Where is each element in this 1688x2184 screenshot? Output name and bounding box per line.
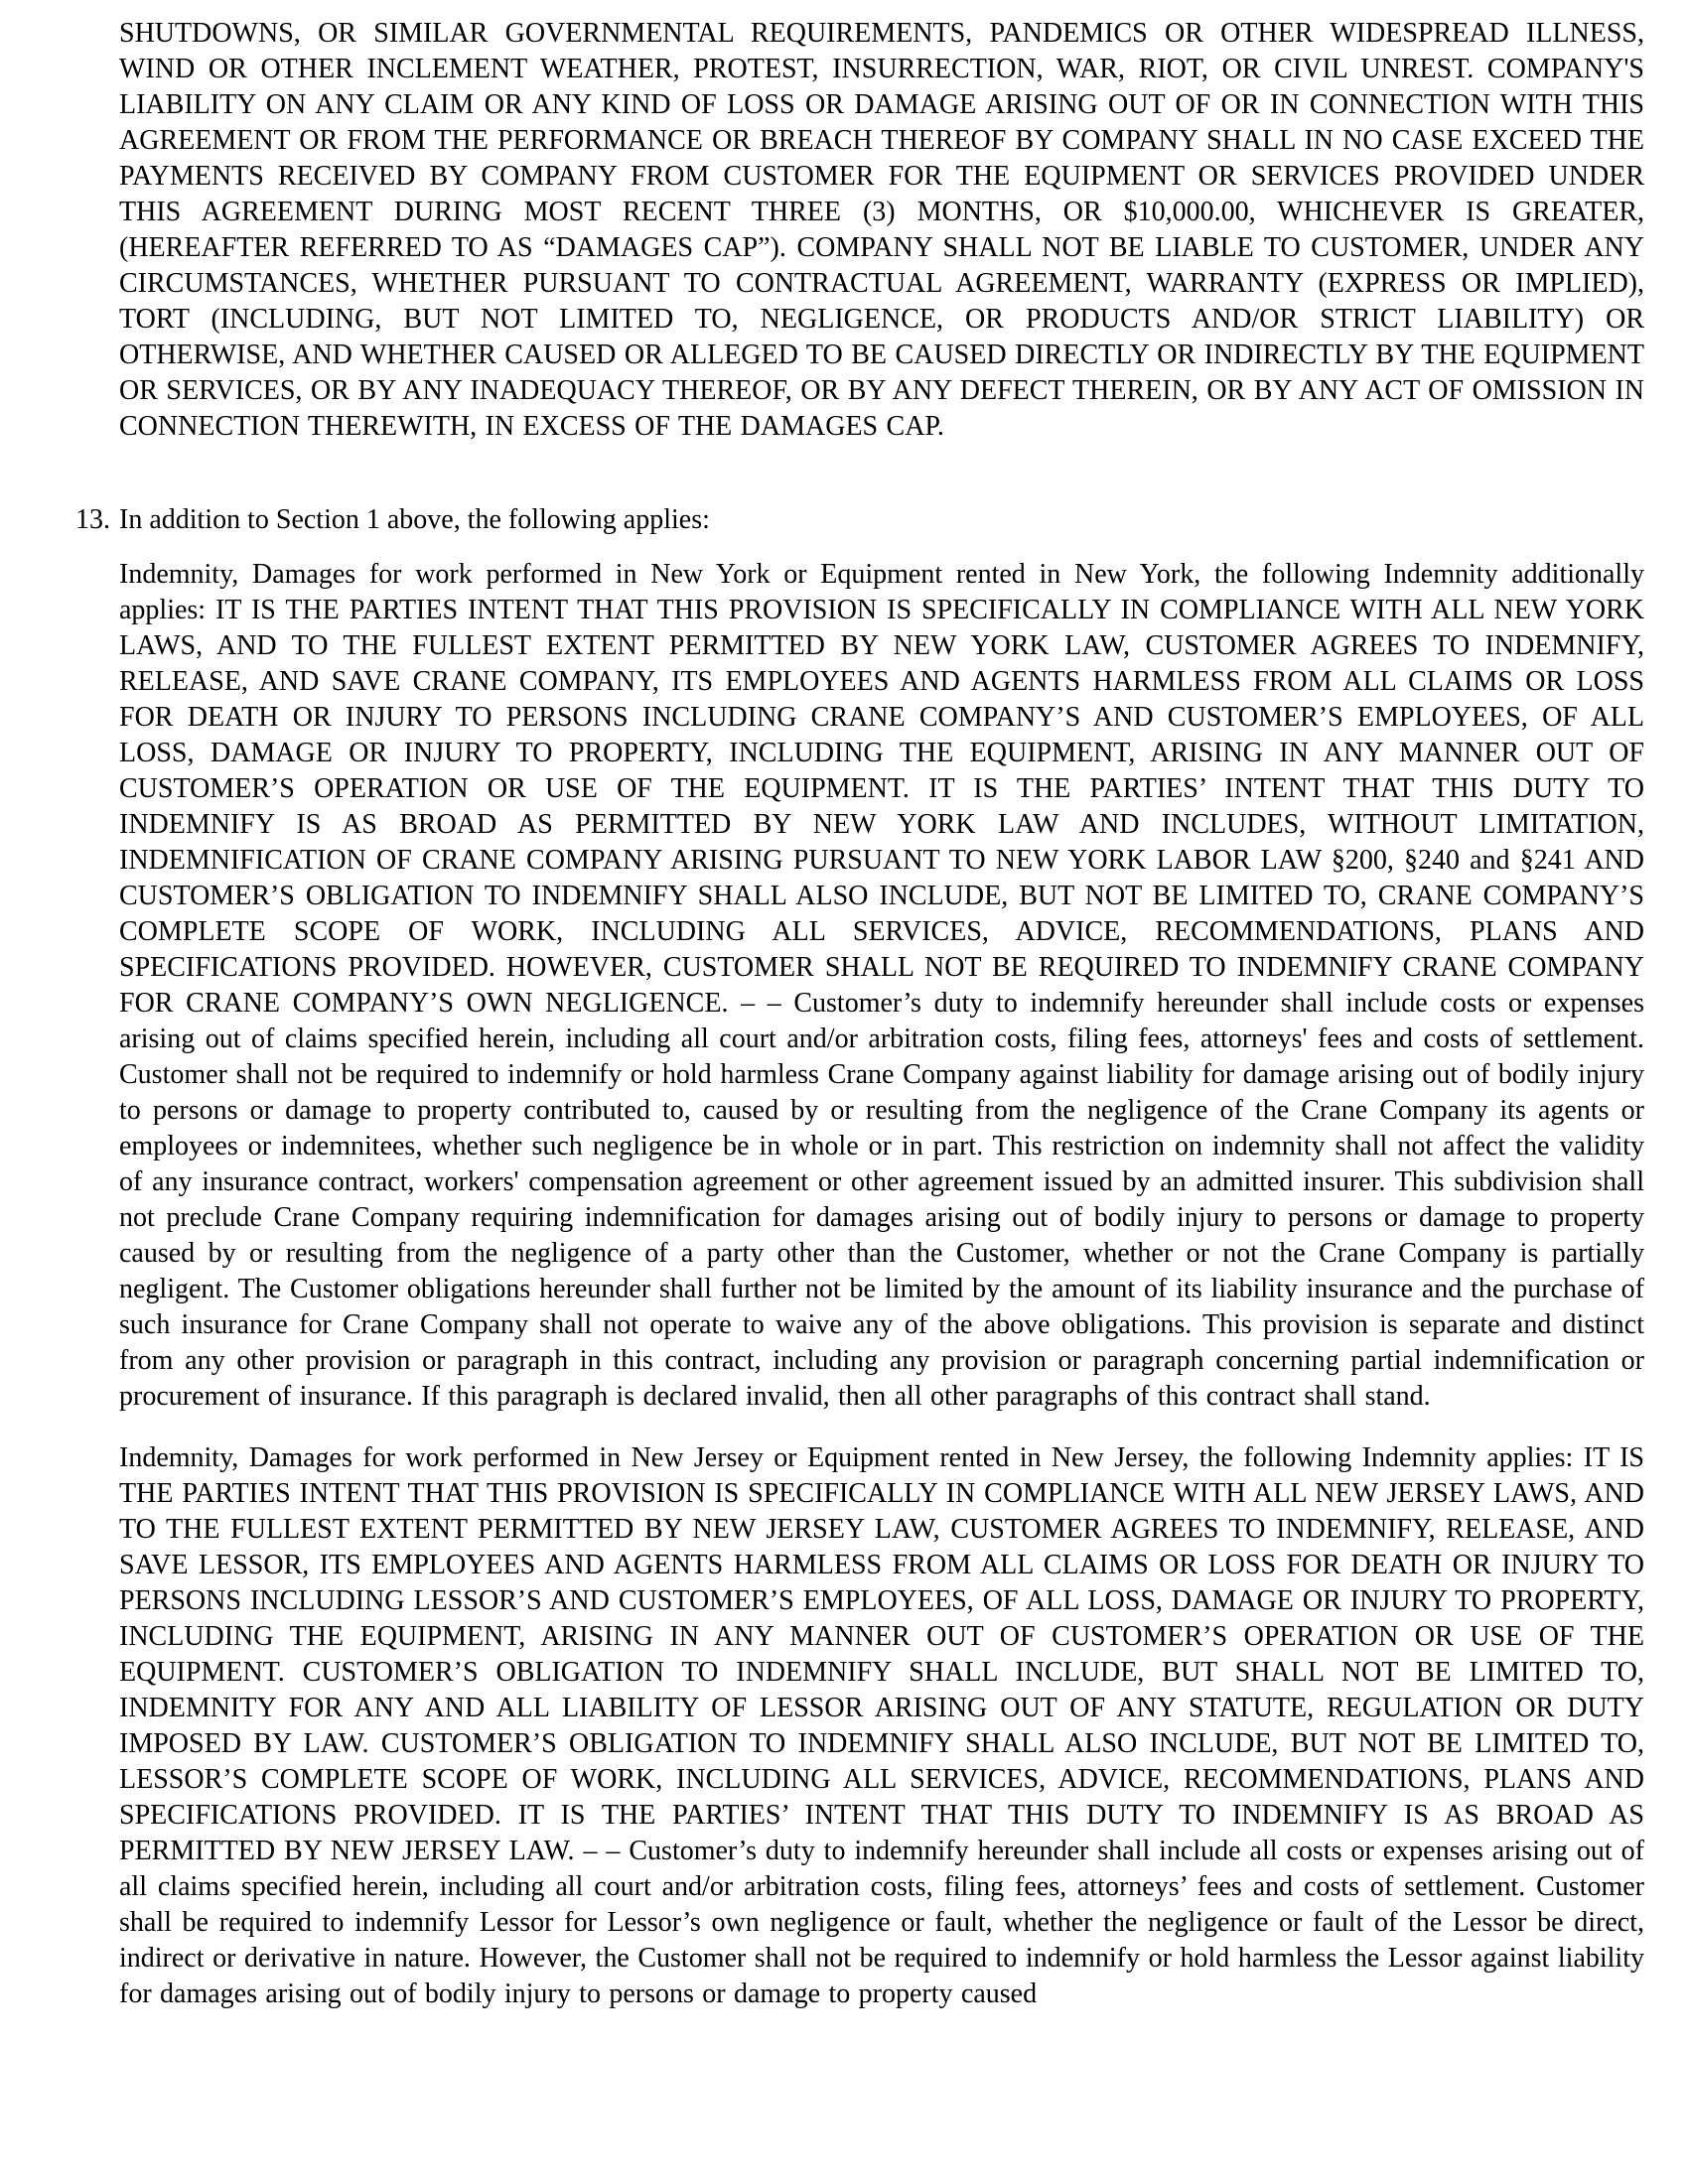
section-heading: In addition to Section 1 above, the following applies: [119,504,710,535]
section-number: 13. [75,504,110,535]
section-13-row [75,502,1644,538]
intro-paragraph: SHUTDOWNS, OR SIMILAR GOVERNMENTAL REQUIREMENTS, PANDEMICS OR OTHER WIDESPREAD ILLNESS, WIND OR OTHER INCLEMENT WEATHER, PROTEST, INSURRECTION, WAR, RIOT, OR CIVIL UNREST. COMPANY'S LIABILITY ON ANY CLAIM OR ANY KIND OF LOSS OR DAMAGE ARISING OUT OF OR IN CONNECTION WITH THIS AGREEMENT OR FROM THE PERFORMANCE OR BREACH THEREOF BY COMPANY SHALL IN NO CASE EXCEED THE PAYMENTS RECEIVED BY COMPANY FROM CUSTOMER FOR THE EQUIPMENT OR SERVICES PROVIDED UNDER THIS AGREEMENT DURING MOST RECENT THREE (3) MONTHS, OR $10,000.00, WHICHEVER IS GREATER, (HEREAFTER REFERRED TO AS “DAMAGES CAP”). COMPANY SHALL NOT BE LIABLE TO CUSTOMER, UNDER ANY CIRCUMSTANCES, WHETHER PURSUANT TO CONTRACTUAL AGREEMENT, WARRANTY (EXPRESS OR IMPLIED), TORT (INCLUDING, BUT NOT LIMITED TO, NEGLIGENCE, OR PRODUCTS AND/OR STRICT LIABILITY) OR OTHERWISE, AND WHETHER CAUSED OR ALLEGED TO BE CAUSED DIRECTLY OR INDIRECTLY BY THE EQUIPMENT OR SERVICES, OR BY ANY INADEQUACY THEREOF, OR BY ANY DEFECT THEREIN, OR BY ANY ACT OF OMISSION IN CONNECTION THEREWITH, IN EXCESS OF THE DAMAGES CAP. [119,18,1644,442]
indemnity-new-jersey-paragraph: Indemnity, Damages for work performed in New Jersey or Equipment rented in New Jersey, the following Indemnity applies: IT IS THE PARTIES INTENT THAT THIS PROVISION IS SPECIFICALLY IN COMPLIANCE WITH ALL NEW JERSEY LAWS, AND TO THE FULLEST EXTENT PERMITTED BY NEW JERSEY LAW, CUSTOMER AGREES TO INDEMNIFY, RELEASE, AND SAVE LESSOR, ITS EMPLOYEES AND AGENTS HARMLESS FROM ALL CLAIMS OR LOSS FOR DEATH OR INJURY TO PERSONS INCLUDING LESSOR’S AND CUSTOMER’S EMPLOYEES, OF ALL LOSS, DAMAGE OR INJURY TO PROPERTY, INCLUDING THE EQUIPMENT, ARISING IN ANY MANNER OUT OF CUSTOMER’S OPERATION OR USE OF THE EQUIPMENT. CUSTOMER’S OBLIGATION TO INDEMNIFY SHALL INCLUDE, BUT SHALL NOT BE LIMITED TO, INDEMNITY FOR ANY AND ALL LIABILITY OF LESSOR ARISING OUT OF ANY STATUTE, REGULATION OR DUTY IMPOSED BY LAW. CUSTOMER’S OBLIGATION TO INDEMNIFY SHALL ALSO INCLUDE, BUT NOT BE LIMITED TO, LESSOR’S COMPLETE SCOPE OF WORK, INCLUDING ALL SERVICES, ADVICE, RECOMMENDATIONS, PLANS AND SPECIFICATIONS PROVIDED. IT IS THE PARTIES’ INTENT THAT THIS DUTY TO INDEMNIFY IS AS BROAD AS PERMITTED BY NEW JERSEY LAW. – – Customer’s duty to indemnify hereunder shall include all costs or expenses arising out of all claims specified herein, including all court and/or arbitration costs, filing fees, attorneys’ fees and costs of settlement. Customer shall be required to indemnify Lessor for Lessor’s own negligence or fault, whether the negligence or fault of the Lessor be direct, indirect or derivative in nature. However, the Customer shall not be required to indemnify or hold harmless the Lessor against liability for damages arising out of bodily injury to persons or damage to property caused [119,1442,1644,2009]
indemnity-new-york-paragraph: Indemnity, Damages for work performed in New York or Equipment rented in New York, the following Indemnity additionally applies: IT IS THE PARTIES INTENT THAT THIS PROVISION IS SPECIFICALLY IN COMPLIANCE WITH ALL NEW YORK LAWS, AND TO THE FULLEST EXTENT PERMITTED BY NEW YORK LAW, CUSTOMER AGREES TO INDEMNIFY, RELEASE, AND SAVE CRANE COMPANY, ITS EMPLOYEES AND AGENTS HARMLESS FROM ALL CLAIMS OR LOSS FOR DEATH OR INJURY TO PERSONS INCLUDING CRANE COMPANY’S AND CUSTOMER’S EMPLOYEES, OF ALL LOSS, DAMAGE OR INJURY TO PROPERTY, INCLUDING THE EQUIPMENT, ARISING IN ANY MANNER OUT OF CUSTOMER’S OPERATION OR USE OF THE EQUIPMENT. IT IS THE PARTIES’ INTENT THAT THIS DUTY TO INDEMNIFY IS AS BROAD AS PERMITTED BY NEW YORK LAW AND INCLUDES, WITHOUT LIMITATION, INDEMNIFICATION OF CRANE COMPANY ARISING PURSUANT TO NEW YORK LABOR LAW §200, §240 and §241 AND CUSTOMER’S OBLIGATION TO INDEMNIFY SHALL ALSO INCLUDE, BUT NOT BE LIMITED TO, CRANE COMPANY’S COMPLETE SCOPE OF WORK, INCLUDING ALL SERVICES, ADVICE, RECOMMENDATIONS, PLANS AND SPECIFICATIONS PROVIDED. HOWEVER, CUSTOMER SHALL NOT BE REQUIRED TO INDEMNIFY CRANE COMPANY FOR CRANE COMPANY’S OWN NEGLIGENCE. – – Customer’s duty to indemnify hereunder shall include costs or expenses arising out of claims specified herein, including all court and/or arbitration costs, filing fees, attorneys' fees and costs of settlement. Customer shall not be required to indemnify or hold harmless Crane Company against liability for damage arising out of bodily injury to persons or damage to property contributed to, caused by or resulting from the negligence of the Crane Company its agents or employees or indemnitees, whether such negligence be in whole or in part. This restriction on indemnity shall not affect the validity of any insurance contract, workers' compensation agreement or other agreement issued by an admitted insurer. This subdivision shall not preclude Crane Company requiring indemnification for damages arising out of bodily injury to persons or damage to property caused by or resulting from the negligence of a party other than the Customer, whether or not the Crane Company is partially negligent. The Customer obligations hereunder shall further not be limited by the amount of its liability insurance and the purchase of such insurance for Crane Company shall not operate to waive any of the above obligations. This provision is separate and distinct from any other provision or paragraph in this contract, including any provision or paragraph concerning partial indemnification or procurement of insurance. If this paragraph is declared invalid, then all other paragraphs of this contract shall stand. [119,559,1644,1412]
